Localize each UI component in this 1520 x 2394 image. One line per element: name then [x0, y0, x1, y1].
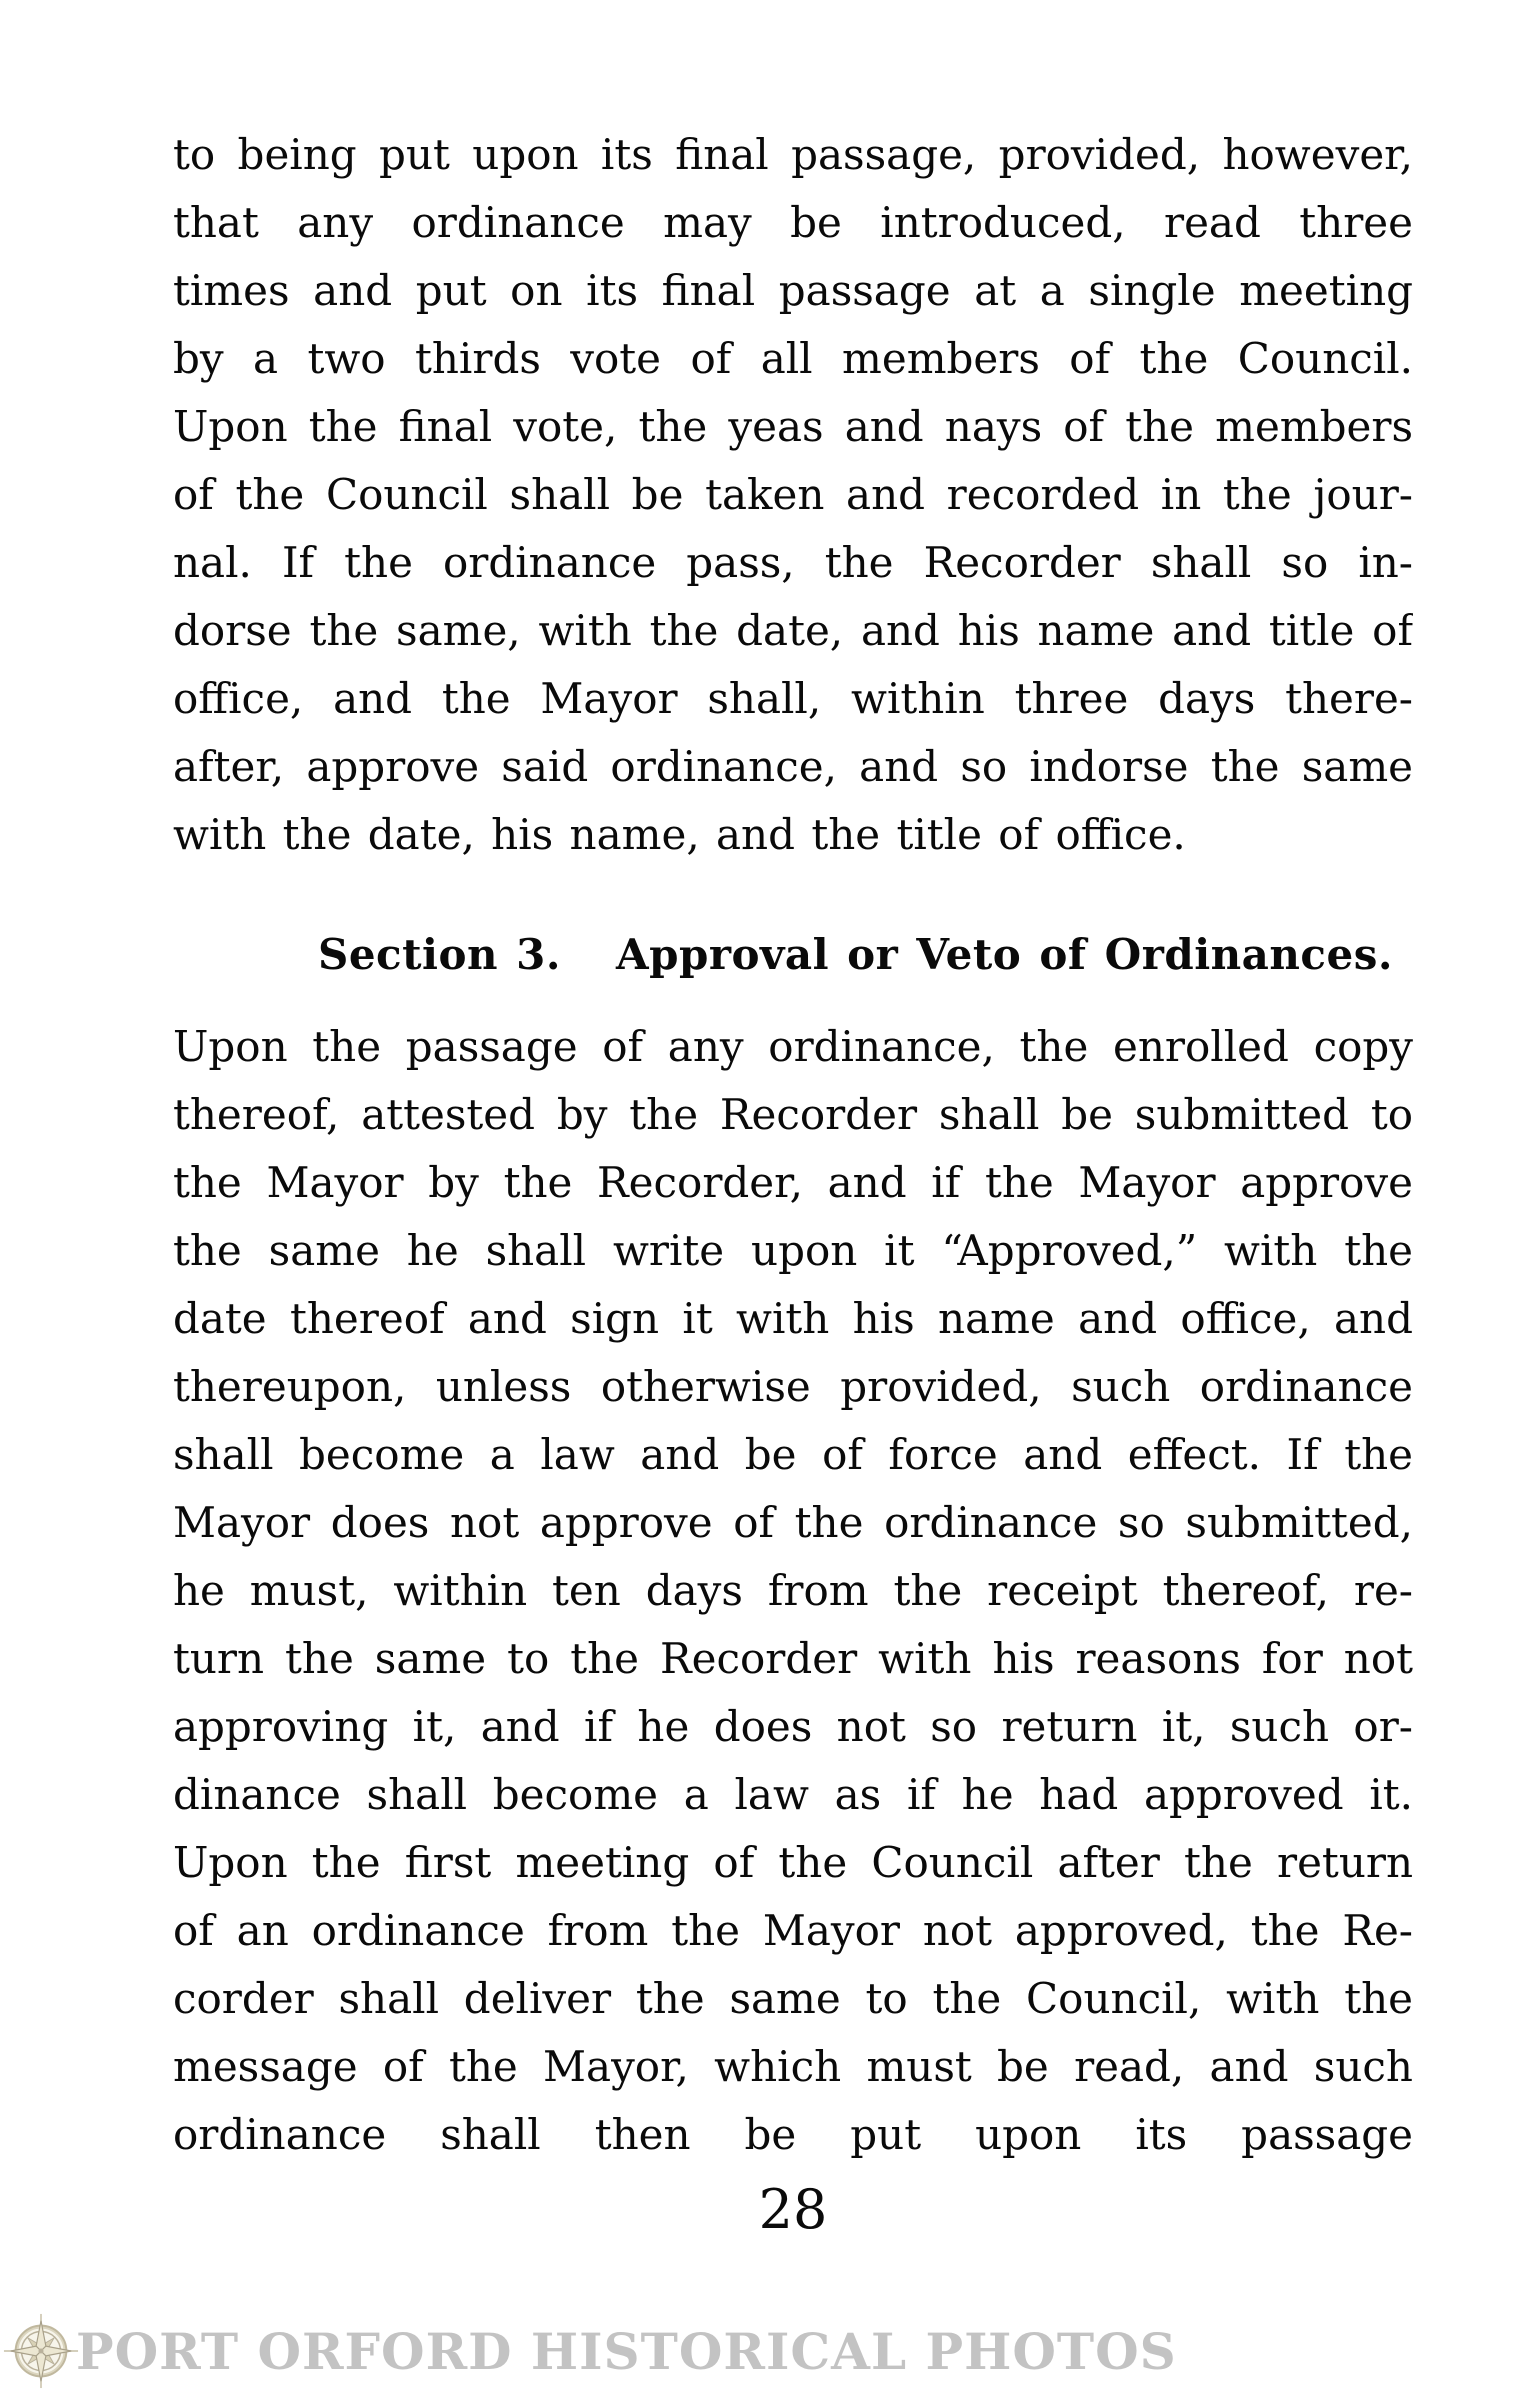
text-line: the Mayor by the Recorder, and if the Mayor approve: [173, 1158, 1413, 1207]
text-line: Upon the first meeting of the Council after the return: [173, 1838, 1413, 1887]
text-line: nal. If the ordinance pass, the Recorder shall so in-: [173, 538, 1413, 587]
text-line: office, and the Mayor shall, within three days there-: [173, 674, 1413, 723]
text-line: of the Council shall be taken and recorded in the jour-: [173, 470, 1413, 519]
text-block: [173, 121, 1413, 2169]
text-line: corder shall deliver the same to the Council, with the: [173, 1974, 1413, 2023]
section-number: Section 3.: [318, 930, 561, 979]
text-line: ordinance shall then be put upon its passage: [173, 2110, 1413, 2159]
text-line: dorse the same, with the date, and his name and title of: [173, 606, 1413, 655]
page-number: 28: [758, 2178, 828, 2241]
text-line: with the date, his name, and the title of office.: [173, 810, 1186, 859]
text-line: by a two thirds vote of all members of the Council.: [173, 334, 1413, 383]
text-line: times and put on its final passage at a single meeting: [173, 266, 1413, 315]
text-line: date thereof and sign it with his name and office, and: [173, 1294, 1413, 1343]
text-line: Upon the final vote, the yeas and nays of the members: [173, 402, 1413, 451]
watermark-text: PORT ORFORD HISTORICAL PHOTOS: [76, 2322, 1177, 2381]
text-line: Mayor does not approve of the ordinance so submitted,: [173, 1498, 1413, 1547]
text-line: of an ordinance from the Mayor not approved, the Re-: [173, 1906, 1413, 1955]
text-line: approving it, and if he does not so return it, such or-: [173, 1702, 1413, 1751]
text-line: he must, within ten days from the receipt thereof, re-: [173, 1566, 1413, 1615]
paragraph-1: [173, 121, 1413, 869]
text-line: thereof, attested by the Recorder shall be submitted to: [173, 1090, 1413, 1139]
paragraph-2: [173, 1013, 1413, 2169]
section-title: Approval or Veto of Ordinances.: [616, 930, 1393, 979]
text-line: turn the same to the Recorder with his reasons for not: [173, 1634, 1413, 1683]
text-line: after, approve said ordinance, and so indorse the same: [173, 742, 1413, 791]
text-line: to being put upon its final passage, provided, however,: [173, 130, 1413, 179]
text-line: thereupon, unless otherwise provided, such ordinance: [173, 1362, 1413, 1411]
text-line: shall become a law and be of force and effect. If the: [173, 1430, 1413, 1479]
text-line: message of the Mayor, which must be read, and such: [173, 2042, 1413, 2091]
text-line: dinance shall become a law as if he had approved it.: [173, 1770, 1413, 1819]
text-line: that any ordinance may be introduced, read three: [173, 198, 1413, 247]
text-line: the same he shall write upon it “Approved,” with the: [173, 1226, 1413, 1275]
text-line: Upon the passage of any ordinance, the enrolled copy: [173, 1022, 1413, 1071]
section-heading: [173, 921, 1413, 989]
watermark: [0, 2308, 1520, 2394]
compass-rose-icon: [2, 2312, 80, 2390]
